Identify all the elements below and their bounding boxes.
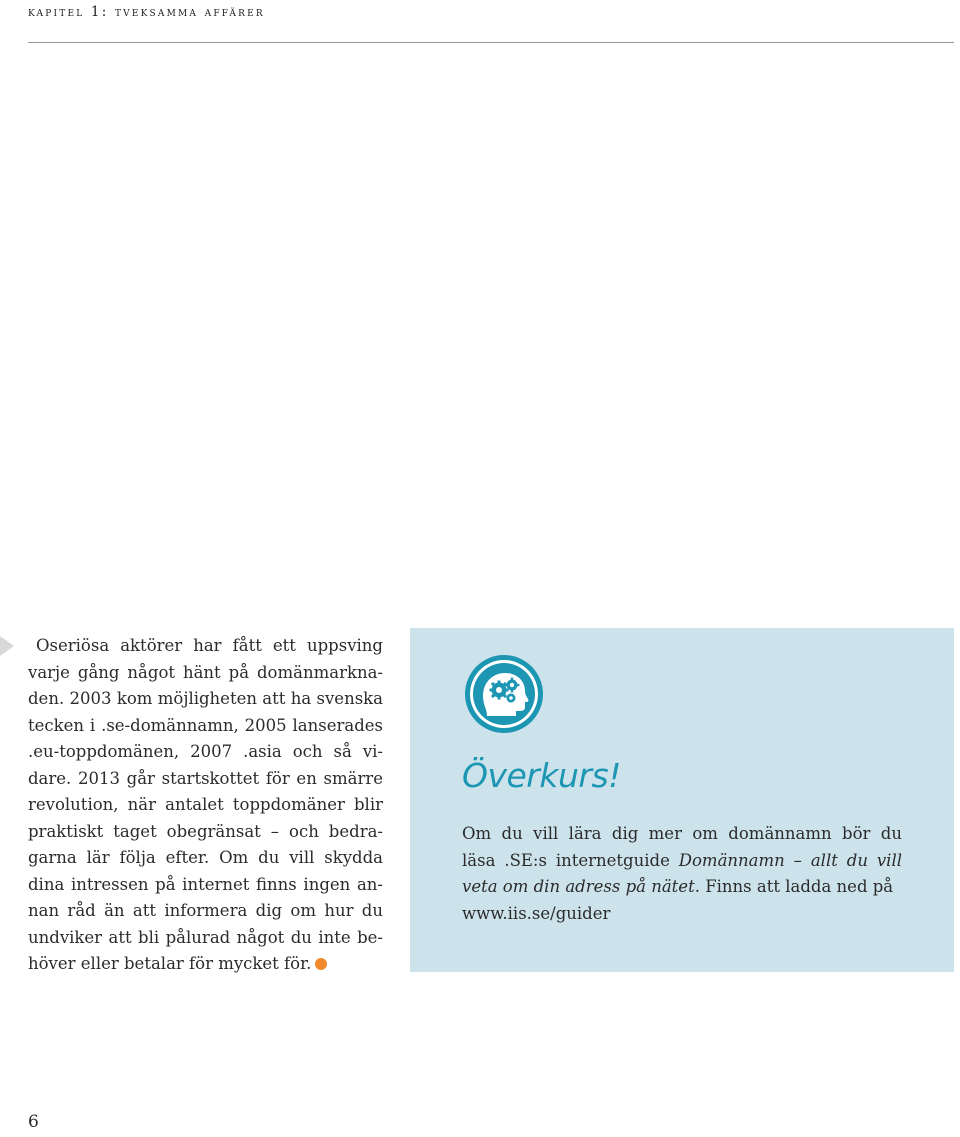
header-rule (28, 42, 954, 43)
sidebar-line: Om du vill lära dig mer om domännamn bör du (462, 824, 902, 843)
body-line: garna lär följa efter. Om du vill skydda (28, 848, 383, 867)
sidebar-text-span: . Finns att ladda ned på (694, 877, 894, 896)
body-line-text: höver eller betalar för mycket för. (28, 954, 312, 973)
guide-title-part1: Domännamn – allt du vill (678, 850, 903, 870)
page-number: 6 (28, 1112, 39, 1132)
body-line: undviker att bli pålurad något du inte be- (28, 927, 383, 947)
body-line: nan råd än att informera dig om hur du (28, 901, 383, 920)
body-line: dina intressen på internet finns ingen an- (28, 874, 383, 894)
body-line: varje gång något hänt på domänmarkna- (28, 662, 383, 682)
sidebar-paragraph (462, 821, 902, 927)
guide-url-link[interactable]: www.iis.se/guider (462, 903, 611, 923)
sidebar-box (410, 628, 954, 972)
sidebar-text-span: läsa .SE:s internetguide (462, 850, 679, 870)
body-line: .eu-toppdomänen, 2007 .asia och så vi- (28, 742, 383, 761)
body-line-last (28, 951, 383, 978)
sidebar-title: Överkurs! (462, 756, 621, 795)
body-paragraph (28, 633, 383, 978)
chapter-header: kapitel 1: tveksamma affärer (28, 4, 265, 20)
body-line: dare. 2013 går startskottet för en smärre (28, 768, 383, 788)
body-line: revolution, när antalet toppdomäner blir (28, 795, 383, 814)
body-line: den. 2003 kom möjligheten att ha svenska (28, 689, 383, 708)
body-line: praktiskt taget obegränsat – och bedra- (28, 821, 383, 841)
body-line: Oseriösa aktörer har fått ett uppsving (36, 636, 383, 655)
end-mark-dot-icon (315, 958, 327, 970)
guide-title-part2: veta om din adress på nätet (462, 877, 695, 896)
sidebar-line (462, 874, 902, 901)
sidebar-line (462, 848, 902, 875)
brain-gears-icon (464, 654, 544, 734)
margin-marker-icon (0, 636, 14, 656)
body-line: tecken i .se-domännamn, 2005 lanserades (28, 715, 383, 735)
